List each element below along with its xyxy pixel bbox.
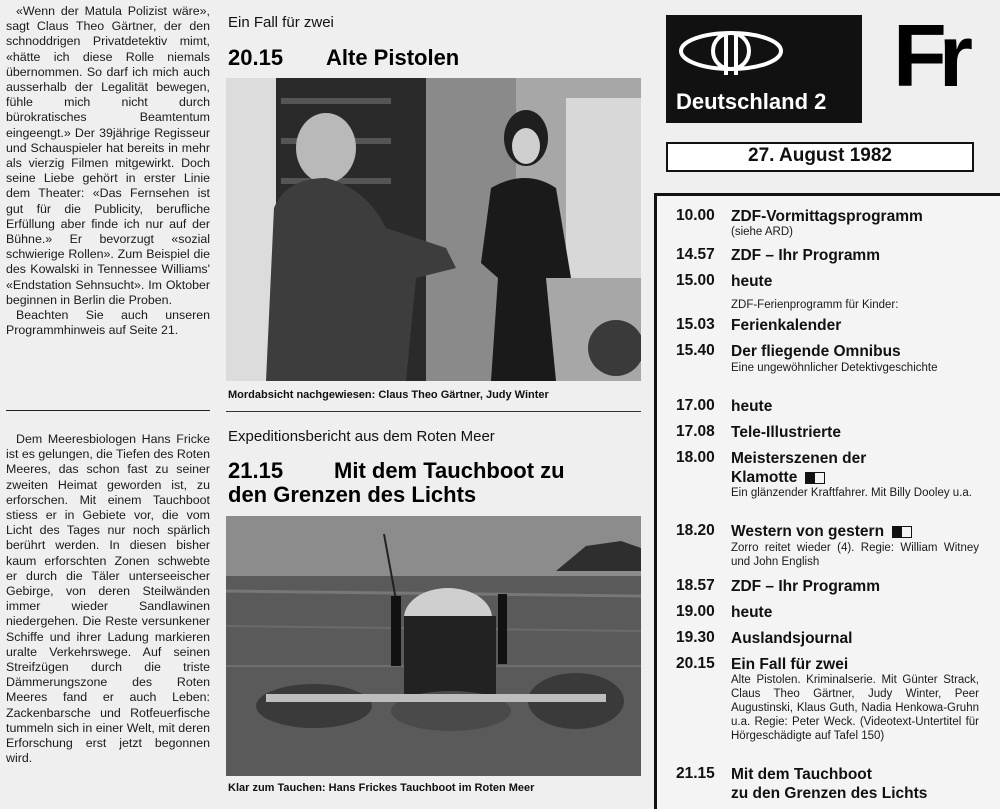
feature2-title-line2: den Grenzen des Lichts [228,482,477,507]
programme-title-text: Western von gestern [731,523,885,540]
programme-title: Tele-Illustrierte [731,424,841,441]
programme-title: ZDF-Vormittagsprogramm [731,208,923,225]
programme-title-line2: zu den Grenzen des Lichts [731,785,928,802]
programme-time: 19.30 [676,629,715,646]
bw-broadcast-icon [805,472,825,484]
article-paragraph: Beachten Sie auch unseren Programmhinweis auf Seite 21. [6,308,210,338]
programme-time: 19.00 [676,603,715,620]
programme-pretitle: ZDF-Ferienprogramm für Kinder: [731,299,899,311]
programme-title-line1: Meisterszenen der [731,450,867,467]
feature1-title: Alte Pistolen [326,45,460,70]
programme-time: 15.00 [676,272,715,289]
feature2-title-line1: Mit dem Tauchboot zu [334,458,565,483]
column-divider [6,410,210,411]
programme-time: 21.15 [676,765,715,782]
programme-title [731,522,976,541]
article-paragraph: Dem Meeresbiologen Hans Fricke ist es gelungen, die Tiefen des Roten Meeres, das schon fast zu seiner zweiten Heimat geworden ist, zu erforschen. Mit einem Tauchboot stiess er in Gebiete vor, die vom Licht des Tages nur noch spärlich berührt werden. In diesen bisher kaum erforschten Zonen schwebte er durch die Täler unterseeischer Gebirge, von deren Steilwänden immer wieder Sandlawinen niedergehen. Die Reste versunkener Schiffe und ihrer Ladung markieren uralte Verkehrswege. Auf seinen Streifzügen durch die triste Dämmerungszone des Roten Meeres fand er auch Leben: Zackenbarsche und Rotfeuerfische tummeln sich in einer Welt, mit deren Erforschung erst jetzt begonnen wird. [6,432,210,766]
programme-desc: (siehe ARD) [731,226,793,238]
bw-broadcast-icon [892,526,912,538]
programme-time: 15.40 [676,342,715,359]
feature2-caption: Klar zum Tauchen: Hans Frickes Tauchboot im Roten Meer [228,782,535,794]
section-divider [226,411,641,412]
programme-title: Ferienkalender [731,317,842,334]
programme-title: Auslandsjournal [731,630,853,647]
programme-title [731,449,976,487]
programme-time: 17.00 [676,397,715,414]
programme-title-line2: Klamotte [731,469,798,486]
programme-time: 10.00 [676,207,715,224]
programme-time: 18.00 [676,449,715,466]
programme-title: heute [731,604,773,621]
photo-alte-pistolen [226,78,641,381]
feature1-caption: Mordabsicht nachgewiesen: Claus Theo Gärtner, Judy Winter [228,389,549,401]
article-paragraph: «Wenn der Matula Polizist wäre», sagt Claus Theo Gärtner, der den schnoddrigen Privatdetektiv mimt, «hätte ich diese Rolle niemals übernommen. So darf ich mich auch ausserhalb der Legalität bewegen, fühle mich nicht durch bürokratisches Beamtentum eingeengt.» Der 39jährige Regisseur und Schauspieler hat bereits in mehr als vierzig Filmen mitgewirkt. Doch seine Liebe gehört in erster Linie dem Theater: «Das Fernsehen ist gut für die Publicity, berufliche Erfüllung aber finde ich nur auf der Bühne.» Er bevorzugt «sozial schwierige Rollen». Zum Beispiel die des Kowalski in Tennessee Williams' «Endstation Sehnsucht». Im Oktober beginnen in Berlin die Proben. [6,4,210,307]
feature2-headline [228,459,565,507]
programme-time: 18.57 [676,577,715,594]
programme-desc: Alte Pistolen. Kriminalserie. Mit Günter Strack, Claus Theo Gärtner, Judy Winter, Peer Augustinski, Klaus Guth, Nadia Henkowa-Gruhn u.a. Regie: Peter Weck. (Videotext-Untertitel für Hörgeschädigte auf Tafel 150) [731,674,979,742]
zdf-eye-icon [676,23,786,83]
programme-time: 15.03 [676,316,715,333]
programme-desc: Ein glänzender Kraftfahrer. Mit Billy Dooley u.a. [731,487,972,499]
photo-tauchboot [226,516,641,776]
programme-desc: Eine ungewöhnlicher Detektivgeschichte [731,362,938,374]
date-box: 27. August 1982 [666,142,974,172]
feature2-kicker: Expeditionsbericht aus dem Roten Meer [228,428,495,445]
programme-title: heute [731,273,773,290]
programme-title-line1: Mit dem Tauchboot [731,766,872,783]
feature1-headline [228,46,459,70]
programme-title: ZDF – Ihr Programm [731,578,880,595]
channel-name: Deutschland 2 [676,89,827,114]
programme-title: ZDF – Ihr Programm [731,247,880,264]
programme-time: 14.57 [676,246,715,263]
programme-time: 18.20 [676,522,715,539]
programme-title [731,765,976,803]
day-tag: Fr [893,6,965,105]
feature2-time: 21.15 [228,458,284,483]
programme-title: heute [731,398,773,415]
programme-time: 20.15 [676,655,715,672]
feature1-time: 20.15 [228,45,284,70]
programme-desc: Zorro reitet wieder (4). Regie: William Witney und John English [731,542,979,568]
feature1-kicker: Ein Fall für zwei [228,14,334,31]
programme-title: Ein Fall für zwei [731,656,849,673]
programme-time: 17.08 [676,423,715,440]
channel-logo [666,15,862,123]
article-fricke [6,432,210,766]
programme-title: Der fliegende Omnibus [731,343,901,360]
article-gaertner [6,4,210,338]
